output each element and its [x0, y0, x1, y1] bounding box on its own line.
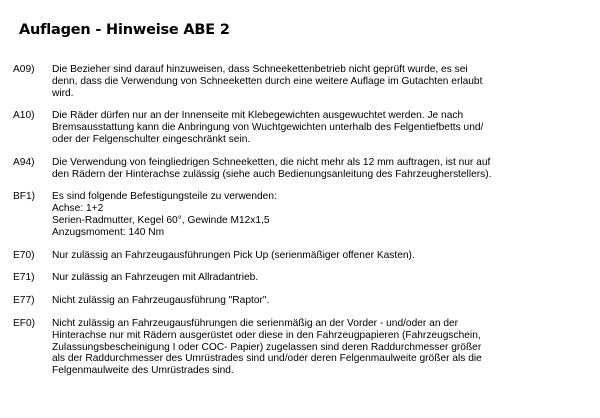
conditions-list: [13, 64, 593, 388]
condition-code: BF1): [13, 191, 36, 203]
condition-e70: [13, 250, 593, 262]
condition-text: Die Verwendung von feingliedrigen Schneeketten, die nicht mehr als 12 mm auftragen, ist nur auf den Rädern der Hinterachse zulässig (siehe auch Bedienungsanleitung des Fahrzeugherstellers).: [52, 156, 492, 180]
condition-code: E71): [13, 272, 35, 284]
condition-code: EF0): [13, 317, 36, 329]
condition-e77: [13, 295, 593, 307]
condition-text: Nicht zulässig an Fahrzeugausführungen die serienmäßig an der Vorder - und/oder an der Hinterachse nur mit Rädern ausgerüstet oder diese in den Fahrzeugpapieren (Fahrzeugschein, Zulassungsbescheinigung I oder COC- Papier) zugelassen sind deren Raddurchmesser größer als der Raddurchmesser des Umrüstrades sind und/oder deren Felgenmaulweite größer als die Felgenmaulweite des Umrüstrades sind.: [52, 317, 482, 377]
condition-code: A94): [13, 156, 35, 168]
condition-text: Nicht zulässig an Fahrzeugausführung "Raptor".: [52, 295, 270, 307]
condition-a10: [13, 110, 593, 145]
condition-a94: [13, 157, 593, 181]
condition-bf1: [13, 191, 593, 238]
condition-e71: [13, 272, 593, 284]
condition-text: Die Räder dürfen nur an der Innenseite mit Klebegewichten ausgewuchtet werden. Je nach Bremsausstattung kann die Anbringung von Wuchtgewichten unterhalb des Felgentiefbetts und/ oder der Felgenschulter eingeschränkt sein.: [52, 110, 484, 145]
page-title: Auflagen - Hinweise ABE 2: [19, 22, 230, 38]
condition-text: Nur zulässig an Fahrzeugausführungen Pick Up (serienmäßiger offener Kasten).: [52, 249, 415, 261]
condition-code: E77): [13, 295, 35, 307]
condition-text: Nur zulässig an Fahrzeugen mit Allradantrieb.: [52, 272, 259, 284]
condition-ef0: [13, 318, 593, 377]
condition-text: Es sind folgende Befestigungsteile zu verwenden: Achse: 1+2 Serien-Radmutter, Kegel 60°, Gewinde M12x1,5 Anzugsmoment: 140 Nm: [52, 191, 277, 238]
condition-a09: [13, 64, 593, 99]
condition-text: Die Bezieher sind darauf hinzuweisen, dass Schneekettenbetrieb nicht geprüft wurde, es sei denn, dass die Verwendung von Schneeketten durch eine weitere Auflage im Gutachten erlaubt wird.: [52, 64, 483, 99]
condition-code: E70): [13, 249, 35, 261]
condition-code: A10): [13, 110, 35, 122]
condition-code: A09): [13, 64, 35, 75]
